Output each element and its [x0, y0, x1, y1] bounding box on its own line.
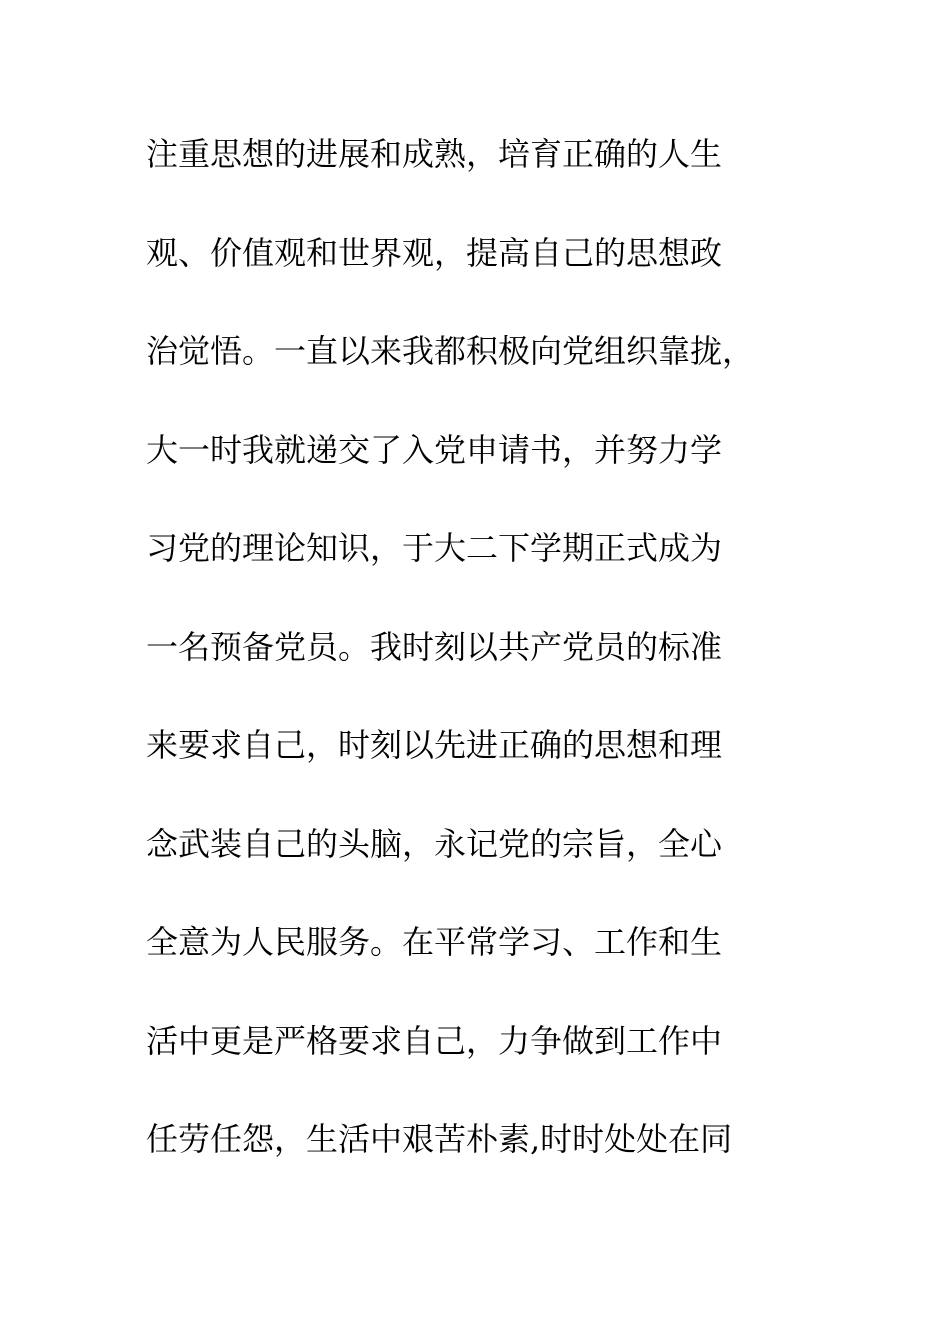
paragraph-line: 来要求自己，时刻以先进正确的思想和理 — [146, 726, 723, 764]
paragraph-line: 注重思想的进展和成熟，培育正确的人生 — [146, 135, 723, 173]
body-paragraph — [146, 126, 806, 1210]
paragraph-line: 一名预备党员。我时刻以共产党员的标准 — [146, 627, 723, 666]
paragraph-line: 观、价值观和世界观，提高自己的思想政 — [146, 233, 723, 272]
paragraph-line: 习党的理论知识，于大二下学期正式成为 — [146, 529, 723, 567]
paragraph-line: 大一时我就递交了入党申请书，并努力学 — [146, 430, 723, 469]
paragraph-line: 任劳任怨，生活中艰苦朴素,时时处处在同 — [146, 1120, 733, 1158]
paragraph-line: 治觉悟。一直以来我都积极向党组织靠拢， — [146, 332, 755, 370]
paragraph-line: 全意为人民服务。在平常学习、工作和生 — [146, 923, 723, 961]
paragraph-line: 活中更是严格要求自己，力争做到工作中 — [146, 1021, 723, 1060]
paragraph-line: 念武装自己的头脑，永记党的宗旨，全心 — [146, 824, 723, 863]
